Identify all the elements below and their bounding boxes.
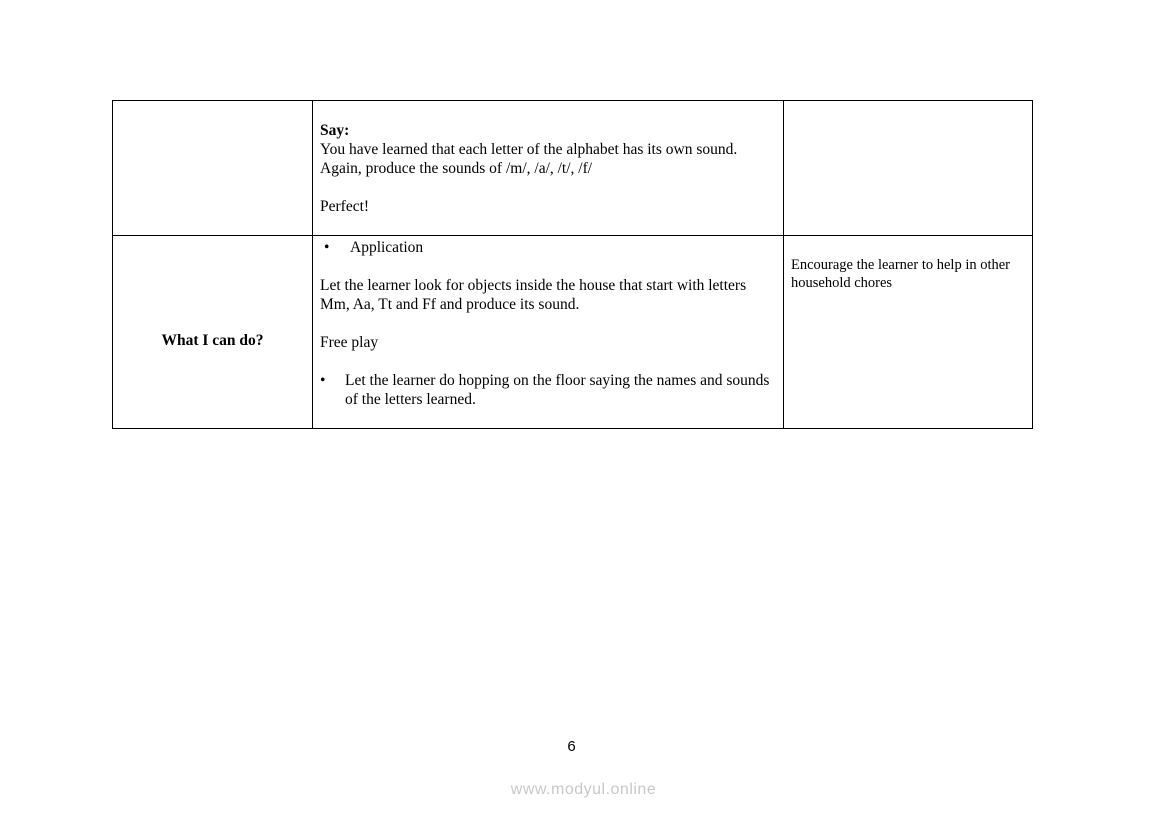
list-item	[320, 371, 776, 409]
table-row	[113, 236, 1033, 429]
watermark: www.modyul.online	[510, 781, 657, 798]
table-cell-notes	[784, 101, 1033, 236]
table-cell-content	[313, 236, 784, 429]
table-row	[113, 101, 1033, 236]
say-label: Say:	[320, 122, 350, 139]
list-item	[320, 238, 776, 257]
page-number: 6	[567, 738, 576, 755]
free-play-heading: Free play	[320, 334, 379, 351]
application-instruction: Let the learner look for objects inside the house that start with letters Mm, Aa, Tt and Ff and produce its sound.	[320, 277, 747, 313]
say-text-line3: Perfect!	[320, 198, 370, 215]
free-play-instruction: Let the learner do hopping on the floor saying the names and sounds of the letters learned.	[345, 372, 770, 408]
lesson-table	[112, 100, 1033, 429]
bullet-icon: •	[324, 239, 330, 256]
notes-text: Encourage the learner to help in other household chores	[791, 257, 1011, 291]
say-text-line2: Again, produce the sounds of /m/, /a/, /t/, /f/	[320, 160, 593, 177]
table-cell-content	[313, 101, 784, 236]
application-heading: Application	[350, 239, 424, 256]
say-text-line1: You have learned that each letter of the alphabet has its own sound.	[320, 141, 738, 158]
table-cell-notes	[784, 236, 1033, 429]
bullet-icon: •	[320, 372, 326, 389]
table-cell-label	[113, 236, 313, 429]
table-cell-label	[113, 101, 313, 236]
section-label: What I can do?	[161, 332, 264, 349]
